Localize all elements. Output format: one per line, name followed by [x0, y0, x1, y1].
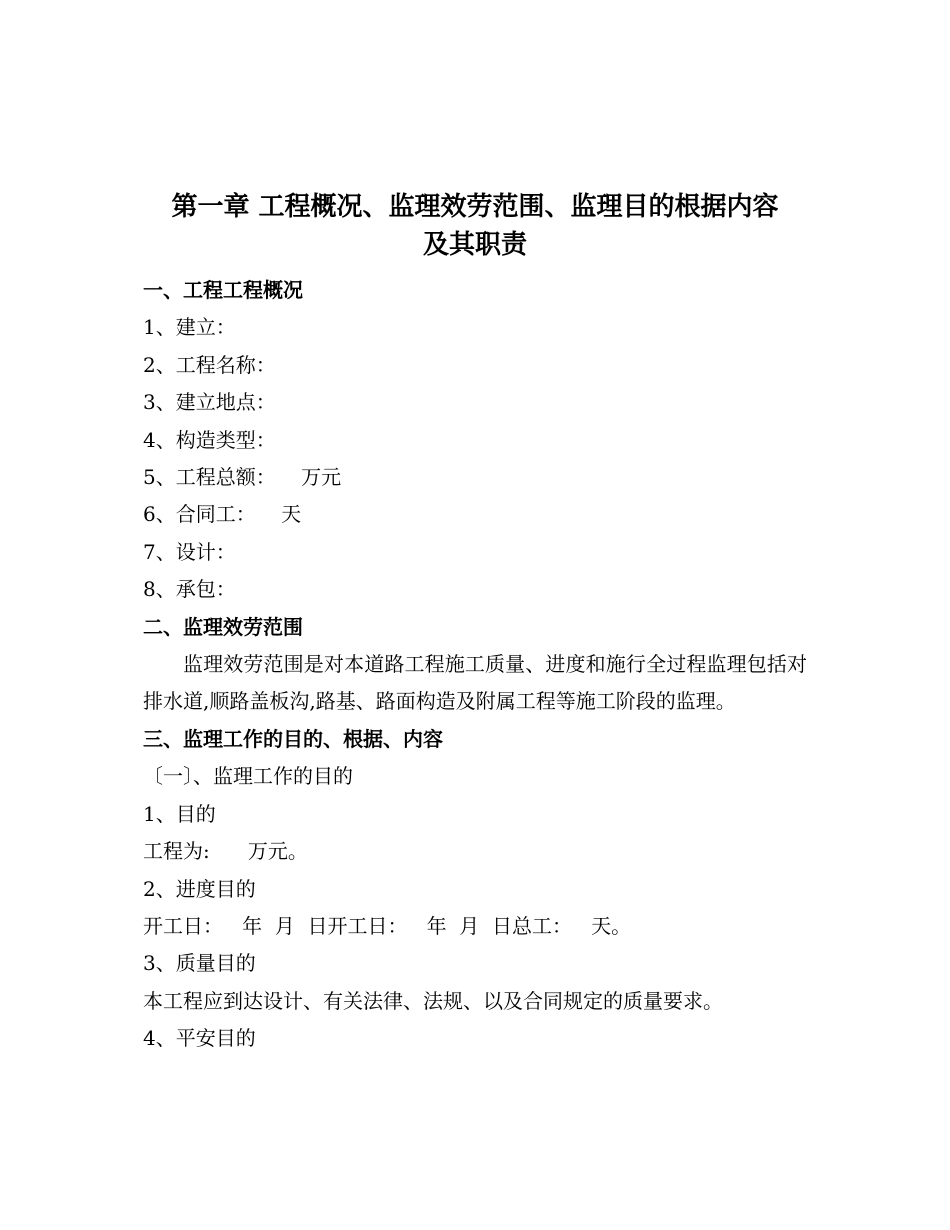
project-item: 7、设计： — [143, 539, 236, 564]
scope-paragraph: 监理效劳范围是对本道路工程施工质量、进度和施行全过程监理包括对排水道,顺路盖板沟,路基、路面构造及附属工程等施工阶段的监理。 — [143, 652, 807, 714]
document-page — [143, 188, 807, 1058]
objective-line: 3、质量目的 — [143, 951, 256, 976]
project-item: 3、建立地点： — [143, 390, 276, 415]
objective-line: 2、进度目的 — [143, 876, 256, 901]
project-item: 6、合同工： 天 — [143, 502, 302, 527]
objective-line: 本工程应到达设计、有关法律、法规、以及合同规定的质量要求。 — [143, 988, 723, 1013]
project-item: 2、工程名称： — [143, 352, 276, 377]
subsection-heading: 〔一〕、监理工作的目的 — [143, 764, 353, 789]
project-item: 1、建立： — [143, 315, 236, 340]
project-item: 5、工程总额： 万元 — [143, 465, 342, 490]
section-3-heading: 三、监理工作的目的、根据、内容 — [143, 726, 443, 751]
objective-line: 1、目的 — [143, 801, 216, 826]
objective-line: 工程为: 万元。 — [143, 839, 308, 864]
chapter-title-line-2: 及其职责 — [422, 230, 527, 260]
objective-line: 4、平安目的 — [143, 1026, 256, 1051]
project-item: 8、承包： — [143, 577, 236, 602]
section-1-heading: 一、工程工程概况 — [143, 278, 303, 302]
section-2-heading: 二、监理效劳范围 — [143, 614, 303, 639]
chapter-title-line-1: 第一章 工程概况、监理效劳范围、监理目的根据内容 — [171, 192, 779, 222]
project-item: 4、构造类型： — [143, 427, 276, 452]
chapter-title — [143, 188, 807, 264]
objective-line: 开工日： 年 月 日开工日： 年 月 日总工： 天。 — [143, 913, 632, 938]
